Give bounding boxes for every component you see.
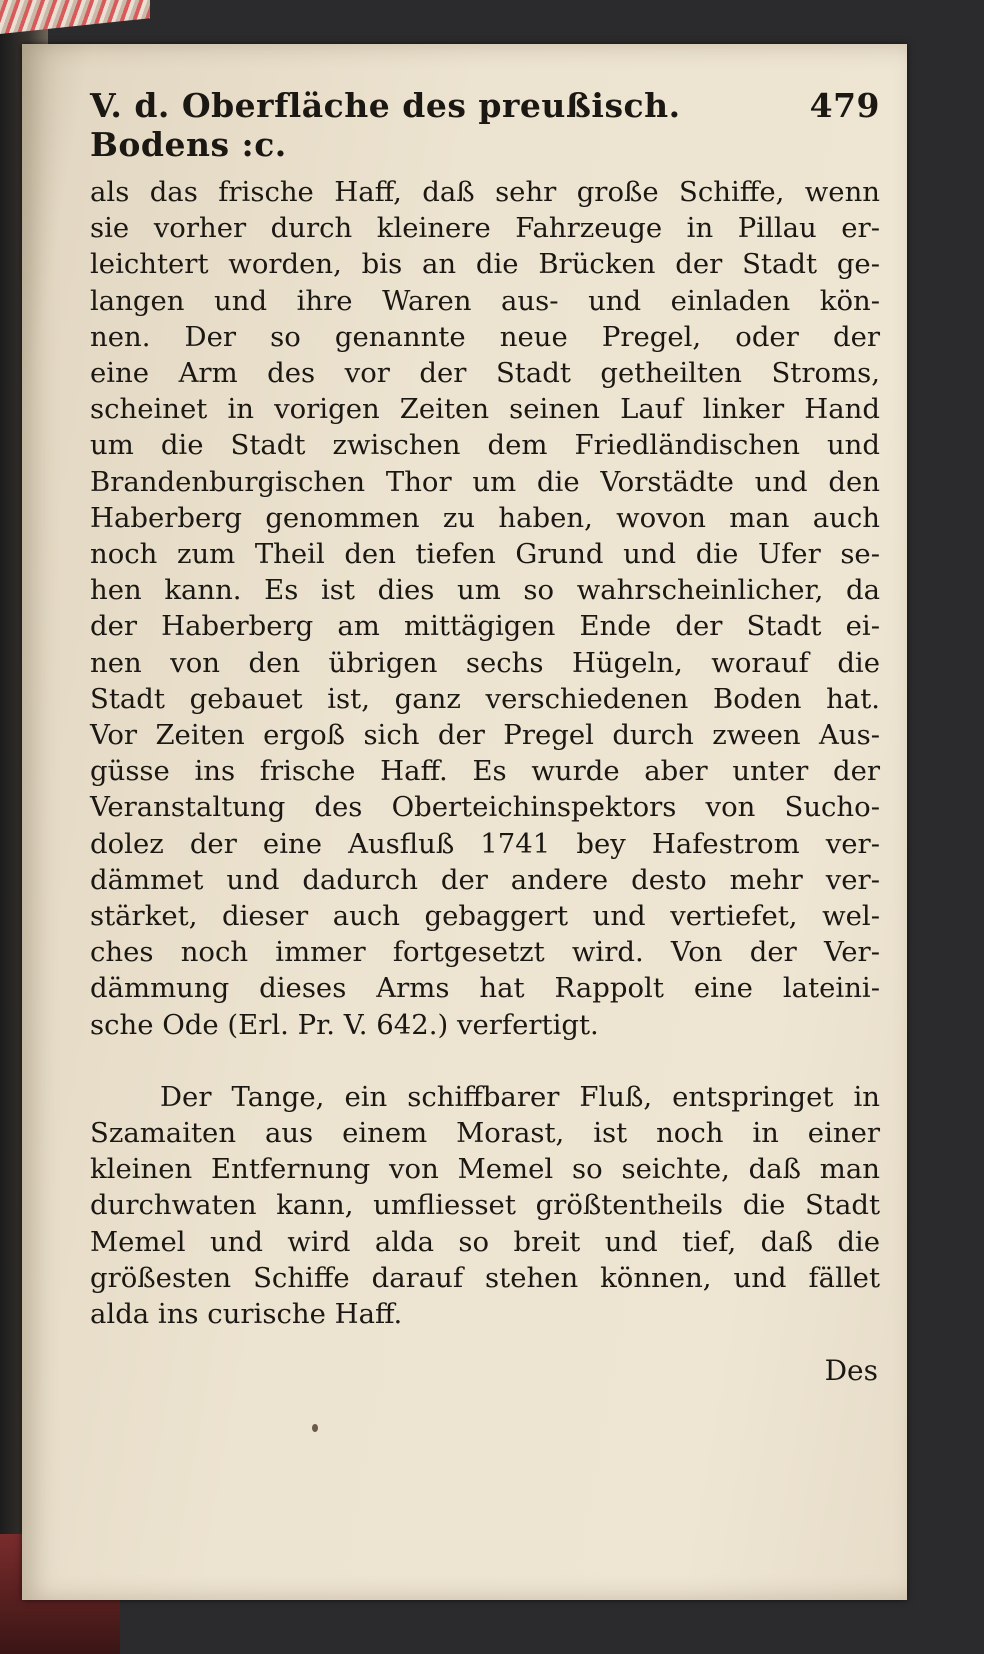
catchword: Des [824,1354,878,1388]
text-line: sie vorher durch kleinere Fahrzeuge in Pillau er- [90,212,880,245]
text-line: größesten Schiffe darauf stehen können, und fället [90,1261,880,1294]
text-line: um die Stadt zwischen dem Friedländischen und [90,429,880,462]
text-line: dolez der eine Ausfluß 1741 bey Hafestrom ver- [90,827,880,860]
text-line: Vor Zeiten ergoß sich der Pregel durch zween Aus- [90,719,880,752]
text-line: nen. Der so genannte neue Pregel, oder der [90,320,880,353]
paper-stain [312,1424,318,1432]
text-line: langen und ihre Waren aus- und einladen kön- [90,284,880,317]
bookmark-ribbon [0,0,150,34]
text-line: noch zum Theil den tiefen Grund und die Ufer se- [90,538,880,571]
text-line: nen von den übrigen sechs Hügeln, worauf die [90,646,880,679]
text-line: dämmet und dadurch der andere desto mehr ver- [90,863,880,896]
text-line: durchwaten kann, umfliesset größtentheils die Stadt [90,1189,880,1222]
text-line: Memel und wird alda so breit und tief, daß die [90,1225,880,1258]
text-line: ches noch immer fortgesetzt wird. Von der Ver- [90,936,880,969]
text-line: stärket, dieser auch gebaggert und vertiefet, wel- [90,900,880,933]
text-line: Brandenburgischen Thor um die Vorstädte und den [90,465,880,498]
paragraph-2 [90,1079,880,1332]
running-head [90,86,880,164]
text-line: eine Arm des vor der Stadt getheilten Stroms, [90,357,880,390]
running-head-title: V. d. Oberfläche des preußisch. Bodens :c. [90,86,681,164]
text-line: sche Ode (Erl. Pr. V. 642.) verfertigt. [90,1008,599,1041]
paragraph-1 [90,174,880,1043]
text-line: Haberberg genommen zu haben, wovon man auch [90,501,880,534]
book-page [22,44,907,1600]
text-line: Der Tange, ein schiffbarer Fluß, entspringet in [160,1080,880,1113]
page-number: 479 [809,86,880,125]
text-line: Stadt gebauet ist, ganz verschiedenen Boden hat. [90,682,880,715]
text-line: Szamaiten aus einem Morast, ist noch in einer [90,1117,880,1150]
text-line: als das frische Haff, daß sehr große Schiffe, wenn [90,176,880,208]
text-line: dämmung dieses Arms hat Rappolt eine lateini- [90,972,880,1005]
text-line: der Haberberg am mittägigen Ende der Stadt ei- [90,610,880,643]
text-line: hen kann. Es ist dies um so wahrscheinlicher, da [90,574,880,607]
text-line: leichtert worden, bis an die Brücken der Stadt ge- [90,248,880,281]
text-line: alda ins curische Haff. [90,1298,403,1331]
text-line: güsse ins frische Haff. Es wurde aber unter der [90,755,880,788]
page-text-block [90,86,880,1387]
text-line: scheinet in vorigen Zeiten seinen Lauf linker Hand [90,393,880,426]
text-line: Veranstaltung des Oberteichinspektors von Sucho- [90,791,880,824]
text-line: kleinen Entfernung von Memel so seichte, daß man [90,1153,880,1186]
